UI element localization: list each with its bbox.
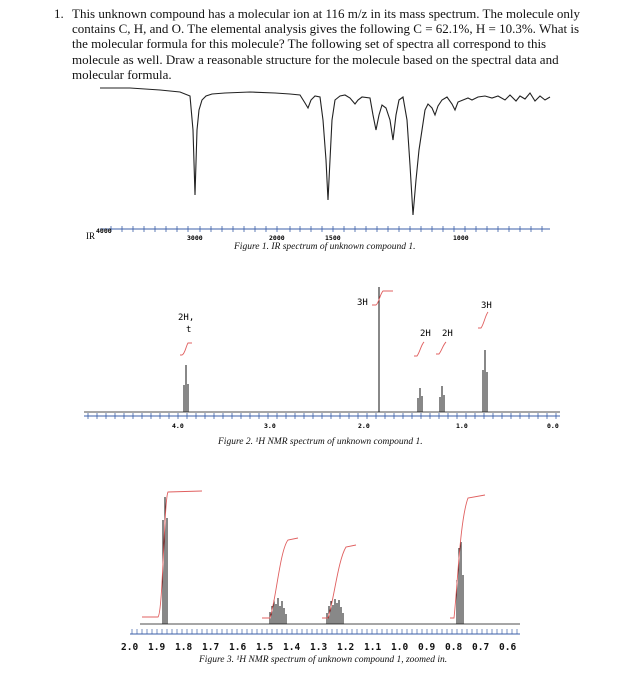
zoom-spectrum (121, 491, 520, 653)
ir-tick-label: 1500 (325, 234, 341, 242)
zoom-tick-label: 0.6 (499, 642, 517, 653)
ir-tick-label: 2000 (269, 234, 285, 242)
ir-tick-label: 1000 (453, 234, 469, 242)
zoom-integrals (142, 491, 485, 618)
zoom-tick-label: 1.9 (148, 642, 166, 653)
hnmr-tick-label: 1.0 (456, 422, 468, 430)
zoom-tick-label: 1.8 (175, 642, 193, 653)
hnmr-integration-label: t (186, 325, 192, 335)
zoom-tick-label: 1.7 (202, 642, 220, 653)
zoom-tick-label: 2.0 (121, 642, 139, 653)
zoom-peaks (163, 497, 463, 624)
zoom-caption: Figure 3. ¹H NMR spectrum of unknown compound 1, zoomed in. (199, 655, 448, 665)
zoom-tick-label: 0.7 (472, 642, 490, 653)
ir-spectrum (86, 88, 550, 242)
zoom-tick-label: 1.2 (337, 642, 355, 653)
hnmr-tick-label: 3.0 (264, 422, 276, 430)
hnmr-integration-label: 2H (442, 329, 453, 339)
ir-tick-label: 3000 (187, 234, 203, 242)
hnmr-integrals (180, 291, 488, 356)
hnmr-integration-label: 3H (357, 298, 368, 308)
zoom-axis-ticks (132, 629, 517, 634)
hnmr-tick-label: 0.0 (547, 422, 559, 430)
hnmr-spectrum (84, 287, 560, 430)
ir-trace (100, 88, 550, 215)
question-number: 1. (54, 6, 64, 21)
zoom-tick-label: 1.0 (391, 642, 409, 653)
hnmr-integration-label: 2H, (178, 313, 195, 323)
zoom-tick-label: 1.3 (310, 642, 328, 653)
hnmr-integration-label: 2H (420, 329, 431, 339)
hnmr-integration-label: 3H (481, 301, 492, 311)
question-text: This unknown compound has a molecular ion at 116 m/z in its mass spectrum. The molecule only contains C, H, and O. The elemental analysis gives the following C = 62.1%, H = 10.3%. What is the molecular formula for this molecule? The following set of spectra all correspond to this molecule as well. Draw a reasonable structure for the molecule based on the spectral data and molecular formula. (72, 6, 580, 82)
hnmr-tick-label: 2.0 (358, 422, 370, 430)
zoom-tick-label: 1.5 (256, 642, 274, 653)
zoom-tick-label: 1.4 (283, 642, 301, 653)
ir-caption: Figure 1. IR spectrum of unknown compound 1. (234, 242, 416, 252)
zoom-tick-label: 0.9 (418, 642, 436, 653)
zoom-tick-label: 1.6 (229, 642, 247, 653)
zoom-tick-label: 0.8 (445, 642, 463, 653)
zoom-tick-label: 1.1 (364, 642, 382, 653)
hnmr-caption: Figure 2. ¹H NMR spectrum of unknown compound 1. (218, 437, 423, 447)
ir-axis-label: IR (86, 231, 95, 241)
hnmr-tick-label: 4.0 (172, 422, 184, 430)
ir-tick-label: 4000 (96, 227, 112, 235)
